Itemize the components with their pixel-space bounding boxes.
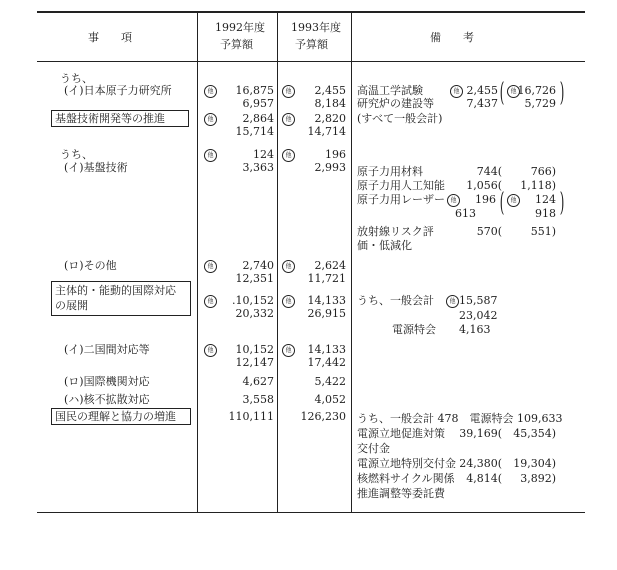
- note-intl-dengen: 電源特会: [392, 323, 436, 336]
- kiban-1992-b: 15,714: [235, 125, 274, 138]
- other-label: (ロ)その他: [64, 259, 117, 272]
- note-pub-2: 電源立地促進対策: [357, 427, 445, 440]
- col-divider-3: [351, 12, 352, 512]
- other-badge-icon: 他: [282, 113, 295, 126]
- jaeri-1993-b: 8,184: [314, 97, 346, 110]
- other-badge-icon: 他: [282, 260, 295, 273]
- header-rule: [37, 61, 585, 62]
- kiban-1993-a: 2,820: [314, 112, 346, 125]
- header-1993-budget: 予算額: [295, 38, 328, 51]
- note-pub-5-value: 4,814(: [466, 472, 502, 485]
- org-1993: 5,422: [314, 375, 346, 388]
- kiban2-1993-a: 196: [325, 148, 346, 161]
- intl-label-1: 主体的・能動的国際対応: [55, 284, 176, 297]
- note-all-general: (すべて一般会計): [357, 112, 443, 125]
- table-bottom-rule: [37, 512, 585, 513]
- header-jiko: 事 項: [88, 31, 132, 44]
- note-rad-prev: 551): [530, 225, 556, 238]
- note-htr-prev: 16,726: [517, 84, 556, 97]
- note-rad-value: 570(: [476, 225, 502, 238]
- note-pub-5: 核燃料サイクル関係: [357, 472, 455, 485]
- note-htr-label: 高温工学試験: [357, 84, 423, 97]
- other-1992-first: [204, 259, 219, 273]
- note-rad-label2: 価・低減化: [357, 239, 412, 252]
- note-intl-general-value2: 23,042: [459, 309, 498, 322]
- jaeri-1993-a: 2,455: [314, 84, 346, 97]
- bilat-1992-a: 10,152: [235, 343, 274, 356]
- other-badge-icon: 他: [447, 194, 460, 207]
- kiban2-1992-first: [204, 148, 219, 162]
- note-mat-prev: 766): [530, 165, 556, 178]
- bilat-1992-first: [204, 343, 219, 357]
- uchi-label-2: うち、: [60, 148, 93, 161]
- note-pub-4: 電源立地特別交付金: [357, 457, 456, 470]
- kiban2-label: (イ)基盤技術: [64, 161, 128, 174]
- note-pub-2-prev: 45,354): [513, 427, 556, 440]
- other-badge-icon: 他: [450, 85, 463, 98]
- public-label: 国民の理解と協力の増進: [55, 410, 176, 423]
- kiban2-1993-b: 2,993: [314, 161, 346, 174]
- header-1992-budget: 予算額: [220, 38, 253, 51]
- note-laser-prev2: 918: [535, 207, 556, 220]
- public-1993: 126,230: [300, 410, 346, 423]
- note-pub-4-prev: 19,304): [513, 457, 556, 470]
- public-1992: 110,111: [228, 410, 274, 423]
- bilat-label: (イ)二国間対応等: [64, 343, 150, 356]
- nonpro-label: (ハ)核不拡散対応: [64, 393, 150, 406]
- note-mat-value: 744(: [476, 165, 502, 178]
- kiban-label: 基盤技術開発等の推進: [55, 112, 165, 125]
- bilat-1993-b: 17,442: [307, 356, 346, 369]
- kiban2-1992-b: 3,363: [242, 161, 274, 174]
- note-intl-general: うち、一般会計: [357, 294, 434, 307]
- jaeri-1992-a: 16,875: [235, 84, 274, 97]
- kiban2-1993-first: [282, 148, 297, 162]
- nonpro-1993: 4,052: [314, 393, 346, 406]
- intl-1993-first: [282, 294, 297, 308]
- other-1992-a: 2,740: [242, 259, 274, 272]
- note-ai-value: 1,056(: [466, 179, 502, 192]
- header-1993-year: 1993年度: [291, 21, 341, 34]
- kiban-1992-a: 2,864: [242, 112, 274, 125]
- intl-1992-b: 20,332: [235, 307, 274, 320]
- other-badge-icon: 他: [204, 260, 217, 273]
- note-intl-general-value: 15,587: [459, 294, 498, 307]
- note-htr-value: 2,455: [466, 84, 498, 97]
- jaeri-1992-b: 6,957: [242, 97, 274, 110]
- note-pub-5-prev: 3,892): [520, 472, 556, 485]
- kiban-1993-first: [282, 112, 297, 126]
- org-label: (ロ)国際機関対応: [64, 375, 150, 388]
- other-1993-first: [282, 259, 297, 273]
- bilat-1993-a: 14,133: [307, 343, 346, 356]
- other-badge-icon: 他: [204, 295, 217, 308]
- other-badge-icon: 他: [204, 149, 217, 162]
- other-badge-icon: 他: [282, 344, 295, 357]
- jaeri-1992-first: [204, 84, 219, 98]
- other-badge-icon: 他: [282, 295, 295, 308]
- intl-1992-first: [204, 294, 219, 308]
- kiban-1992-first: [204, 112, 219, 126]
- note-pub-6: 推進調整等委託費: [357, 487, 445, 500]
- header-1992-year: 1992年度: [215, 21, 265, 34]
- other-badge-icon: 他: [282, 149, 295, 162]
- note-reactor-label: 研究炉の建設等: [357, 97, 434, 110]
- intl-1993-b: 26,915: [307, 307, 346, 320]
- kiban2-1992-a: 124: [253, 148, 274, 161]
- note-pub-1: うち、一般会計 478 電源特会 109,633: [357, 412, 563, 425]
- org-1992: 4,627: [242, 375, 274, 388]
- note-intl-dengen-value: 4,163: [459, 323, 491, 336]
- col-divider-1: [197, 12, 198, 512]
- intl-label-2: の展開: [55, 299, 88, 312]
- note-reactor-value: 7,437: [466, 97, 498, 110]
- col-divider-2: [277, 12, 278, 512]
- nonpro-1992: 3,558: [242, 393, 274, 406]
- note-ai-prev: 1,118): [520, 179, 556, 192]
- jaeri-label: (イ)日本原子力研究所: [64, 84, 172, 97]
- note-laser-brace-left: (: [499, 188, 505, 218]
- note-laser-value1: 196: [475, 193, 496, 206]
- other-1993-b: 11,721: [307, 272, 346, 285]
- note-laser-label: 原子力用レーザー: [357, 193, 445, 206]
- note-ai-label: 原子力用人工知能: [357, 179, 445, 192]
- other-badge-icon: 他: [507, 85, 520, 98]
- other-badge-icon: 他: [507, 194, 520, 207]
- other-badge-icon: 他: [204, 344, 217, 357]
- header-biko: 備 考: [430, 31, 474, 44]
- other-1992-b: 12,351: [235, 272, 274, 285]
- note-mat-label: 原子力用材料: [357, 165, 423, 178]
- uchi-label-1: うち、: [60, 72, 93, 85]
- jaeri-1993-first: [282, 84, 297, 98]
- other-badge-icon: 他: [446, 295, 459, 308]
- other-badge-icon: 他: [204, 113, 217, 126]
- other-badge-icon: 他: [282, 85, 295, 98]
- note-reactor-prev: 5,729: [524, 97, 556, 110]
- other-1993-a: 2,624: [314, 259, 346, 272]
- note-rad-label1: 放射線リスク評: [357, 225, 434, 238]
- note-laser-brace-right: ): [559, 188, 565, 218]
- other-badge-icon: 他: [204, 85, 217, 98]
- intl-1992-a: .10,152: [232, 294, 274, 307]
- note-laser-value2: 613: [455, 207, 476, 220]
- note-htr-brace-right: ): [559, 78, 565, 108]
- bilat-1992-b: 12,147: [235, 356, 274, 369]
- intl-1993-a: 14,133: [307, 294, 346, 307]
- table-top-rule: [37, 11, 585, 13]
- kiban-1993-b: 14,714: [307, 125, 346, 138]
- note-pub-2-value: 39,169(: [459, 427, 502, 440]
- note-pub-4-value: 24,380(: [459, 457, 502, 470]
- bilat-1993-first: [282, 343, 297, 357]
- note-pub-3: 交付金: [357, 442, 390, 455]
- note-laser-prev1: 124: [535, 193, 556, 206]
- note-htr-brace-left: (: [499, 78, 505, 108]
